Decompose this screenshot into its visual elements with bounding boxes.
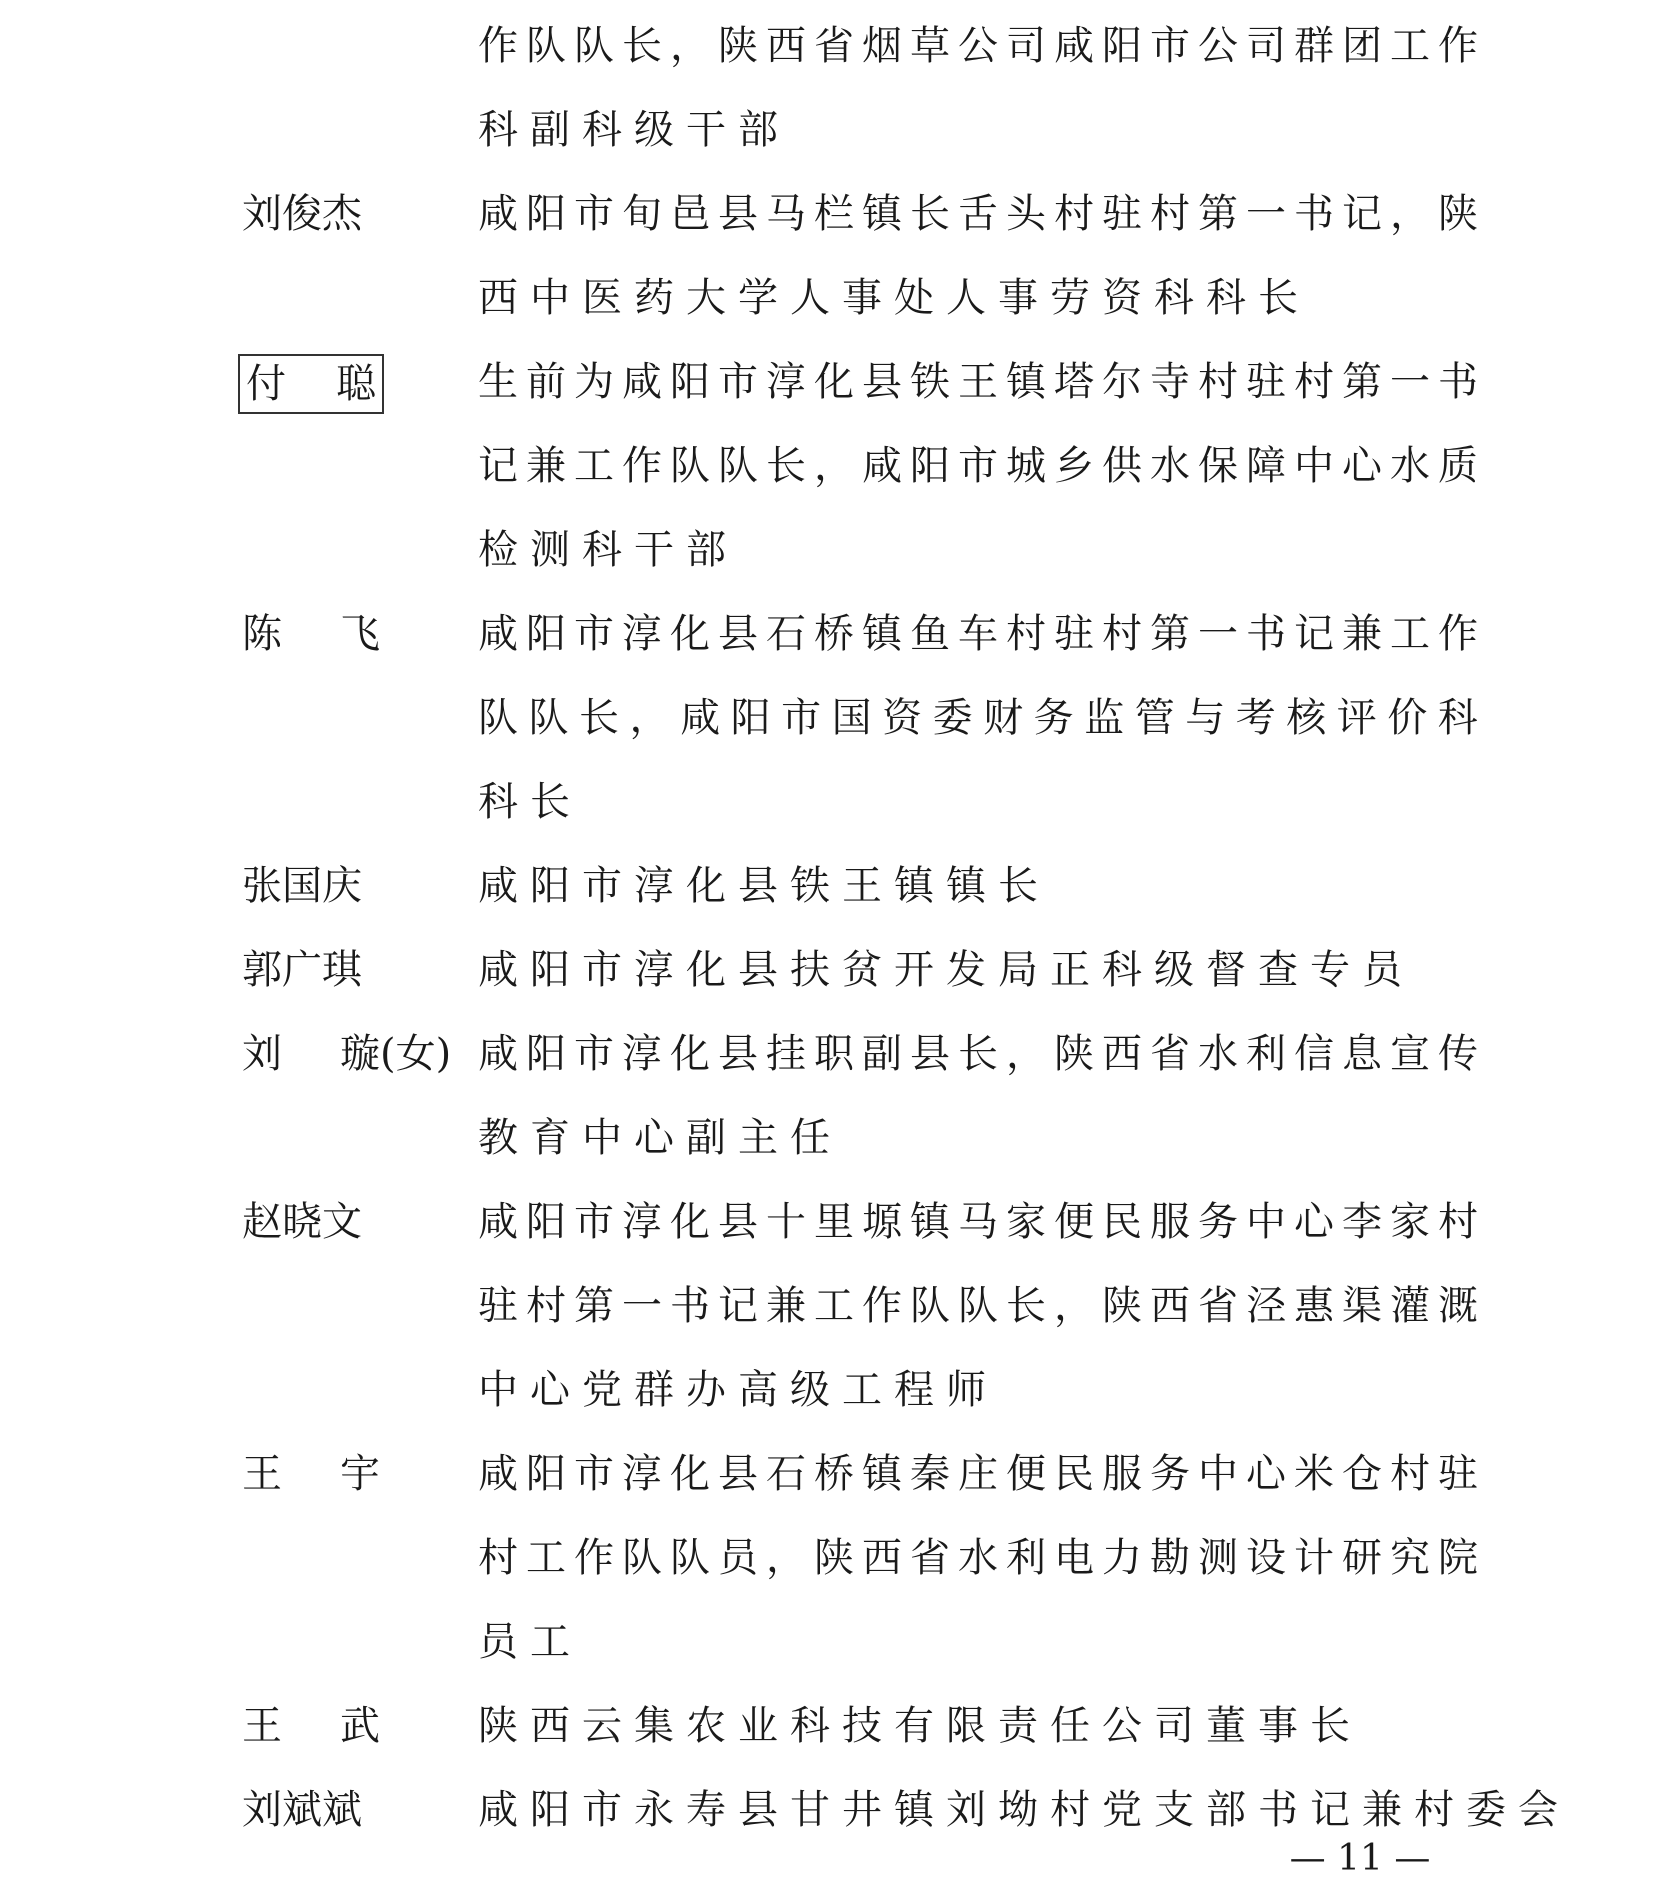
person-name: 刘俊杰 bbox=[242, 191, 362, 237]
person-name: 付 聪 bbox=[238, 354, 384, 414]
person-name: 张国庆 bbox=[242, 863, 362, 909]
entry-text-line: 咸阳市永寿县甘井镇刘坳村党支部书记兼村委会 bbox=[478, 1787, 1570, 1833]
entry-line bbox=[0, 1264, 1653, 1348]
entry-text-line: 队 队 长 ， 咸 阳 市 国 资 委 财 务 监 管 与 考 核 评 价 科 bbox=[478, 695, 1478, 741]
entry-line bbox=[0, 928, 1653, 1012]
entry-text-line: 科副科级干部 bbox=[478, 107, 790, 153]
entry-text-line: 作 队 队 长 ， 陕 西 省 烟 草 公 司 咸 阳 市 公 司 群 团 工 作 bbox=[478, 23, 1478, 69]
person-name: 刘斌斌 bbox=[242, 1787, 362, 1833]
person-name: 陈 飞 bbox=[242, 611, 380, 657]
entry-text-line: 咸 阳 市 淳 化 县 石 桥 镇 秦 庄 便 民 服 务 中 心 米 仓 村 驻 bbox=[478, 1451, 1478, 1497]
entry-text-line: 中心党群办高级工程师 bbox=[478, 1367, 998, 1413]
entry-line bbox=[0, 1432, 1653, 1516]
person-name: 王 宇 bbox=[242, 1451, 380, 1497]
entry-line bbox=[0, 592, 1653, 676]
entry-line bbox=[0, 1012, 1653, 1096]
entry-text-line: 记 兼 工 作 队 队 长 ， 咸 阳 市 城 乡 供 水 保 障 中 心 水 质 bbox=[478, 443, 1478, 489]
entry-line bbox=[0, 172, 1653, 256]
entry-text-line: 生 前 为 咸 阳 市 淳 化 县 铁 王 镇 塔 尔 寺 村 驻 村 第 一 书 bbox=[478, 359, 1478, 405]
entry-text-line: 咸 阳 市 淳 化 县 挂 职 副 县 长 ， 陕 西 省 水 利 信 息 宣 传 bbox=[478, 1031, 1478, 1077]
entry-line bbox=[0, 1096, 1653, 1180]
entry-line bbox=[0, 4, 1653, 88]
entry-text-line: 咸阳市淳化县扶贫开发局正科级督查专员 bbox=[478, 947, 1414, 993]
entry-text-line: 咸 阳 市 淳 化 县 十 里 塬 镇 马 家 便 民 服 务 中 心 李 家 村 bbox=[478, 1199, 1478, 1245]
entry-text-line: 驻 村 第 一 书 记 兼 工 作 队 队 长 ， 陕 西 省 泾 惠 渠 灌 溉 bbox=[478, 1283, 1478, 1329]
entry-line bbox=[0, 1600, 1653, 1684]
entry-line bbox=[0, 1516, 1653, 1600]
page-number: — 11 — bbox=[1289, 1838, 1431, 1879]
person-name: 郭广琪 bbox=[242, 947, 362, 993]
entry-text-line: 咸 阳 市 淳 化 县 石 桥 镇 鱼 车 村 驻 村 第 一 书 记 兼 工 作 bbox=[478, 611, 1478, 657]
person-name: 赵晓文 bbox=[242, 1199, 362, 1245]
entry-text-line: 咸 阳 市 旬 邑 县 马 栏 镇 长 舌 头 村 驻 村 第 一 书 记 ， 陕 bbox=[478, 191, 1478, 237]
entry-text-line: 教育中心副主任 bbox=[478, 1115, 842, 1161]
entry-line bbox=[0, 760, 1653, 844]
entry-text-line: 科长 bbox=[478, 779, 582, 825]
entry-text-line: 咸阳市淳化县铁王镇镇长 bbox=[478, 863, 1050, 909]
entry-text-line: 西中医药大学人事处人事劳资科科长 bbox=[478, 275, 1310, 321]
entry-text-line: 村 工 作 队 队 员 ， 陕 西 省 水 利 电 力 勘 测 设 计 研 究 院 bbox=[478, 1535, 1478, 1581]
entry-line bbox=[0, 676, 1653, 760]
person-name: 刘 璇(女) bbox=[242, 1031, 452, 1077]
person-name: 王 武 bbox=[242, 1703, 380, 1749]
entry-line bbox=[0, 424, 1653, 508]
entry-line bbox=[0, 844, 1653, 928]
entry-line bbox=[0, 1348, 1653, 1432]
entry-line bbox=[0, 1180, 1653, 1264]
entry-line bbox=[0, 88, 1653, 172]
entry-line bbox=[0, 508, 1653, 592]
entry-text-line: 陕西云集农业科技有限责任公司董事长 bbox=[478, 1703, 1362, 1749]
entry-line bbox=[0, 340, 1653, 424]
entry-text-line: 员工 bbox=[478, 1619, 582, 1665]
entry-line bbox=[0, 256, 1653, 340]
entry-text-line: 检测科干部 bbox=[478, 527, 738, 573]
entry-line bbox=[0, 1684, 1653, 1768]
